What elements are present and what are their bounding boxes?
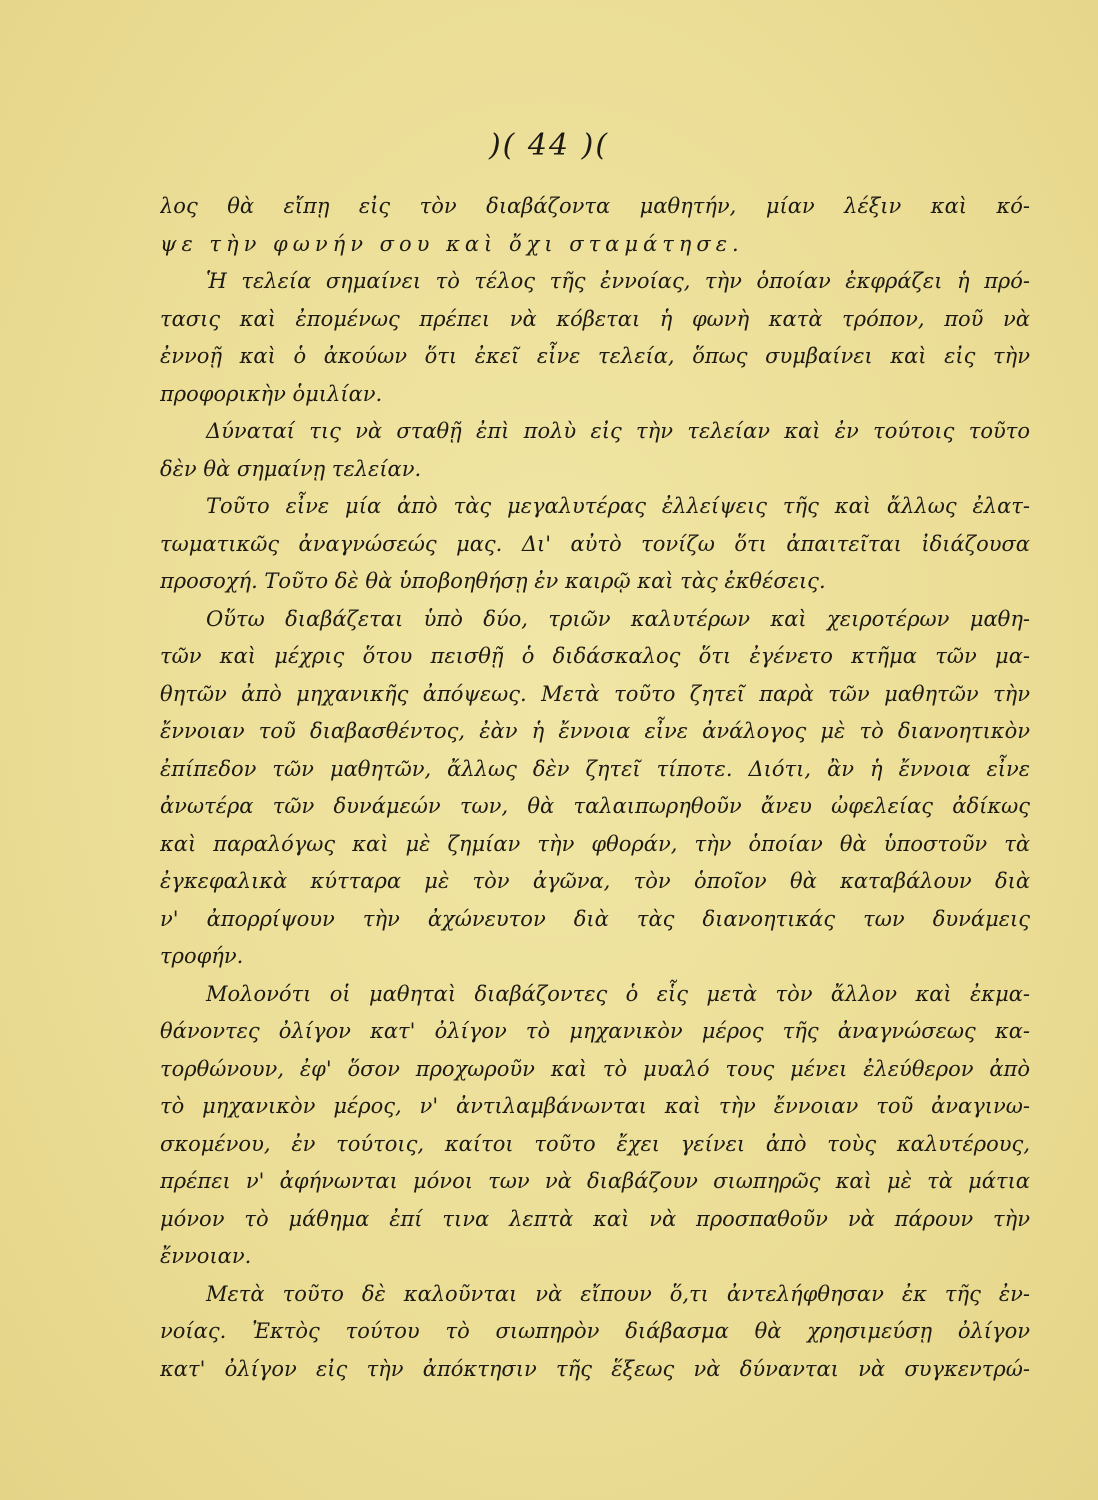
text-line: λος θὰ εἴπῃ εἰς τὸν διαβάζοντα μαθητήν, μίαν λέξιν καὶ κό- — [160, 194, 1030, 218]
text-line: ἐγκεφαλικὰ κύτταρα μὲ τὸν ἀγῶνα, τὸν ὁποῖον θὰ καταβάλουν διὰ — [160, 869, 1030, 893]
text-line: τωματικῶς ἀναγνώσεώς μας. Δι' αὐτὸ τονίζω ὅτι ἀπαιτεῖται ἰδιάζουσα — [160, 531, 1030, 556]
text-line: προφορικὴν ὁμιλίαν. — [160, 381, 383, 406]
text-line: προσοχή. Τοῦτο δὲ θὰ ὑποβοηθήσῃ ἐν καιρῷ καὶ τὰς ἐκθέσεις. — [160, 569, 826, 593]
text-line: καὶ παραλόγως καὶ μὲ ζημίαν τὴν φθοράν, τὴν ὁποίαν θὰ ὑποστοῦν τὰ — [160, 831, 1030, 856]
text-line: τορθώνουν, ἐφ' ὅσον προχωροῦν καὶ τὸ μυαλό τους μένει ἐλεύθερον ἀπὸ — [160, 1056, 1030, 1081]
text-line: μόνον τὸ μάθημα ἐπί τινα λεπτὰ καὶ νὰ προσπαθοῦν νὰ πάρουν τὴν — [160, 1206, 1030, 1231]
text-line: Δύναταί τις νὰ σταθῇ ἐπὶ πολὺ εἰς τὴν τελείαν καὶ ἐν τούτοις τοῦτο — [206, 419, 1030, 443]
text-line: τῶν καὶ μέχρις ὅτου πεισθῇ ὁ διδάσκαλος ὅτι ἐγένετο κτῆμα τῶν μα- — [160, 644, 1030, 668]
text-line: θάνοντες ὀλίγον κατ' ὀλίγον τὸ μηχανικὸν μέρος τῆς ἀναγνώσεως κα- — [160, 1019, 1030, 1043]
text-line: πρέπει ν' ἀφήνωνται μόνοι των νὰ διαβάζουν σιωπηρῶς καὶ μὲ τὰ μάτια — [160, 1169, 1030, 1193]
text-line: Τοῦτο εἶνε μία ἀπὸ τὰς μεγαλυτέρας ἐλλείψεις τῆς καὶ ἄλλως ἐλατ- — [206, 494, 1030, 518]
body-text — [160, 188, 1030, 1388]
text-line: ἔννοιαν τοῦ διαβασθέντος, ἐὰν ἡ ἔννοια εἶνε ἀνάλογος μὲ τὸ διανοητικὸν — [160, 719, 1030, 743]
text-line: θητῶν ἀπὸ μηχανικῆς ἀπόψεως. Μετὰ τοῦτο ζητεῖ παρὰ τῶν μαθητῶν τὴν — [160, 681, 1030, 706]
text-line: τὸ μηχανικὸν μέρος, ν' ἀντιλαμβάνωνται καὶ τὴν ἔννοιαν τοῦ ἀναγινω- — [160, 1094, 1030, 1118]
text-line: Μολονότι οἱ μαθηταὶ διαβάζοντες ὁ εἷς μετὰ τὸν ἄλλον καὶ ἐκμα- — [206, 981, 1030, 1006]
text-line: κατ' ὀλίγον εἰς τὴν ἀπόκτησιν τῆς ἕξεως νὰ δύνανται νὰ συγκεντρώ- — [160, 1356, 1030, 1381]
text-line: ἐννοῇ καὶ ὁ ἀκούων ὅτι ἐκεῖ εἶνε τελεία, ὅπως συμβαίνει καὶ εἰς τὴν — [160, 344, 1030, 368]
text-line: νοίας. Ἐκτὸς τούτου τὸ σιωπηρὸν διάβασμα θὰ χρησιμεύσῃ ὀλίγον — [160, 1319, 1030, 1343]
text-line: σκομένου, ἐν τούτοις, καίτοι τοῦτο ἔχει γείνει ἀπὸ τοὺς καλυτέρους, — [160, 1131, 1030, 1156]
text-line: ἀνωτέρα τῶν δυνάμεών των, θὰ ταλαιπωρηθοῦν ἄνευ ὠφελείας ἀδίκως — [160, 794, 1030, 818]
text-line: Ἡ τελεία σημαίνει τὸ τέλος τῆς ἐννοίας, τὴν ὁποίαν ἐκφράζει ἡ πρό- — [206, 269, 1030, 293]
text-line: ν' ἀπορρίψουν τὴν ἀχώνευτον διὰ τὰς διανοητικάς των δυνάμεις — [160, 906, 1030, 931]
text-line: ἔννοιαν. — [160, 1244, 252, 1268]
text-line: τασις καὶ ἐπομένως πρέπει νὰ κόβεται ἡ φωνὴ κατὰ τρόπον, ποῦ νὰ — [160, 306, 1030, 331]
text-line: Μετὰ τοῦτο δὲ καλοῦνται νὰ εἴπουν ὅ,τι ἀντελήφθησαν ἐκ τῆς ἐν- — [206, 1281, 1030, 1306]
text-line: τροφήν. — [160, 944, 244, 968]
text-line: ψε τὴν φωνήν σου καὶ ὄχι σταμάτησε. — [160, 231, 744, 256]
text-line: Οὕτω διαβάζεται ὑπὸ δύο, τριῶν καλυτέρων καὶ χειροτέρων μαθη- — [206, 606, 1030, 631]
page-number: )( 44 )( — [488, 128, 610, 163]
text-line: δὲν θὰ σημαίνῃ τελείαν. — [160, 456, 422, 481]
text-line: ἐπίπεδον τῶν μαθητῶν, ἄλλως δὲν ζητεῖ τίποτε. Διότι, ἂν ἡ ἔννοια εἶνε — [160, 756, 1030, 781]
